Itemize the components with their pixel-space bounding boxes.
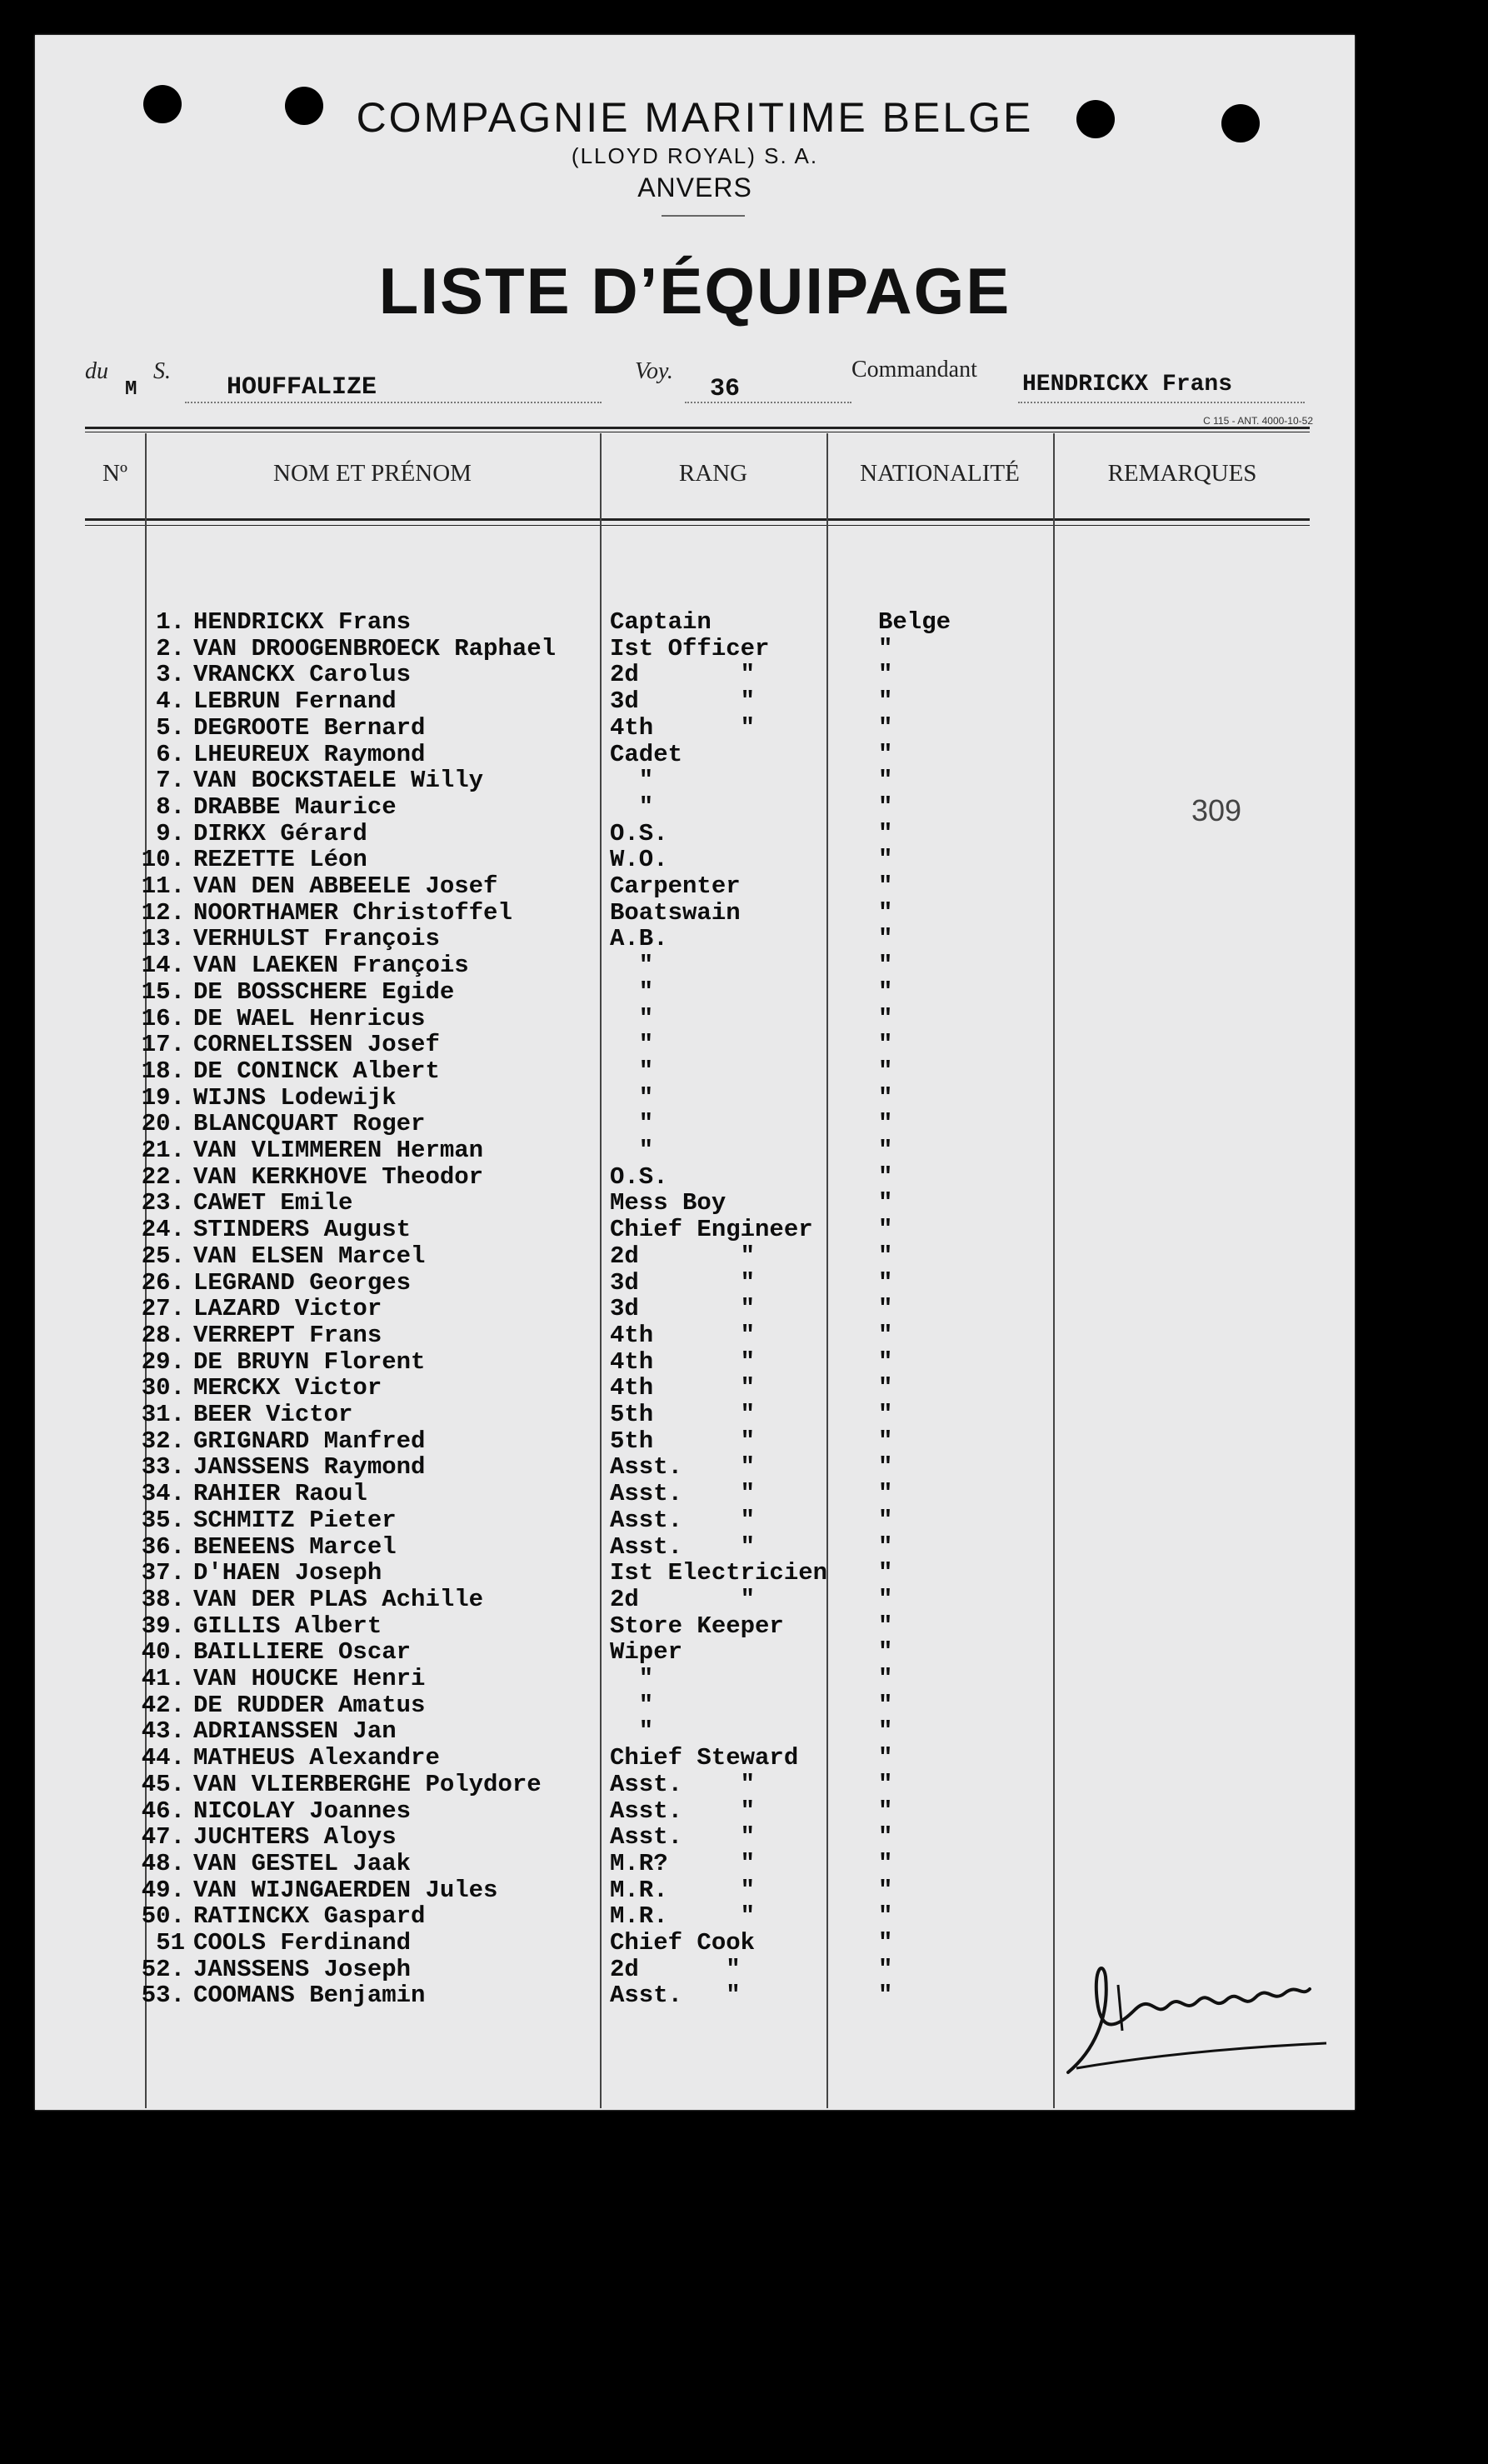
crew-nationality: " <box>878 1004 893 1032</box>
table-row <box>35 1850 1355 1877</box>
table-row <box>35 1902 1355 1929</box>
crew-no: 43. <box>141 1717 185 1746</box>
crew-rank: Chief Engineer <box>610 1216 813 1244</box>
form-code: C 115 - ANT. 4000-10-52 <box>1203 415 1313 427</box>
crew-nationality: " <box>878 1770 893 1798</box>
col-header-rank: RANG <box>678 460 748 487</box>
crew-rank: Chief Steward <box>610 1744 799 1772</box>
crew-nationality: " <box>878 952 893 980</box>
crew-no: 49. <box>141 1876 185 1904</box>
crew-rank: Carpenter <box>610 872 741 900</box>
header-bottom-rule <box>85 518 1310 521</box>
crew-nationality: " <box>878 1480 893 1508</box>
remark-number: 309 <box>1191 793 1242 827</box>
crew-name: GILLIS Albert <box>193 1612 382 1640</box>
du-label: du <box>85 358 108 384</box>
table-row <box>35 1823 1355 1850</box>
table-row <box>35 978 1355 1005</box>
crew-no: 38. <box>141 1585 185 1613</box>
crew-rank: 2d " <box>610 1585 756 1613</box>
table-row <box>35 1771 1355 1797</box>
crew-no: 41. <box>141 1665 185 1692</box>
crew-name: DRABBE Maurice <box>193 792 397 821</box>
crew-no: 47. <box>141 1823 185 1852</box>
col-header-remarks: REMARQUES <box>1107 460 1257 487</box>
crew-name: LEBRUN Fernand <box>193 687 397 716</box>
crew-rank: Wiper <box>610 1638 683 1667</box>
crew-no: 16. <box>141 1004 185 1032</box>
crew-nationality: " <box>878 1585 893 1613</box>
crew-rank: Asst. " <box>610 1453 756 1482</box>
crew-rank: 3d " <box>610 1295 756 1323</box>
crew-no: 3. <box>156 661 185 689</box>
crew-no: 53. <box>141 1982 185 2010</box>
crew-name: ADRIANSSEN Jan <box>193 1717 397 1746</box>
crew-nationality: " <box>878 1797 893 1825</box>
crew-name: DIRKX Gérard <box>193 819 367 847</box>
ship-prefix-label: S. <box>153 358 171 384</box>
crew-name: VAN HOUCKE Henri <box>193 1665 426 1692</box>
crew-nationality: " <box>878 1242 893 1270</box>
crew-nationality: " <box>878 1902 893 1931</box>
table-row <box>35 872 1355 899</box>
ship-name: HOUFFALIZE <box>227 373 377 402</box>
crew-name: DE BOSSCHERE Egide <box>193 977 455 1006</box>
crew-rank: " <box>610 1137 654 1164</box>
crew-no: 30. <box>141 1374 185 1402</box>
captain-signature <box>1060 1952 1343 2085</box>
table-row <box>35 714 1355 741</box>
crew-nationality: " <box>878 1717 893 1746</box>
crew-no: 2. <box>156 634 185 662</box>
table-row <box>35 952 1355 978</box>
crew-no: 18. <box>141 1057 185 1085</box>
crew-nationality: " <box>878 1665 893 1692</box>
crew-nationality: " <box>878 1691 893 1719</box>
col-header-nationality: NATIONALITÉ <box>860 460 1020 487</box>
crew-no: 24. <box>141 1216 185 1244</box>
table-row <box>35 1638 1355 1665</box>
table-row <box>35 1322 1355 1348</box>
crew-rank: 4th " <box>610 1374 756 1402</box>
crew-name: VAN ELSEN Marcel <box>193 1242 426 1270</box>
crew-rank: " <box>610 792 654 821</box>
crew-rank: Asst. " <box>610 1506 756 1534</box>
crew-rank: Cadet <box>610 740 683 768</box>
table-row <box>35 820 1355 847</box>
crew-name: RAHIER Raoul <box>193 1480 367 1508</box>
crew-rank: " <box>610 767 654 795</box>
crew-name: VAN WIJNGAERDEN Jules <box>193 1876 498 1904</box>
crew-nationality: " <box>878 1849 893 1877</box>
crew-name: WIJNS Lodewijk <box>193 1083 397 1112</box>
crew-list-sheet <box>35 35 1355 2110</box>
crew-name: DE CONINCK Albert <box>193 1057 440 1085</box>
crew-rank: " <box>610 977 654 1006</box>
crew-no: 32. <box>141 1427 185 1455</box>
crew-name: CORNELISSEN Josef <box>193 1031 440 1059</box>
company-city: ANVERS <box>637 172 752 202</box>
crew-name: VAN DEN ABBEELE Josef <box>193 872 498 900</box>
crew-name: MERCKX Victor <box>193 1374 382 1402</box>
crew-rank: 2d " <box>610 1955 741 1983</box>
crew-name: VAN VLIMMEREN Herman <box>193 1137 484 1164</box>
crew-name: VERREPT Frans <box>193 1321 382 1349</box>
table-row <box>35 1877 1355 1903</box>
table-row <box>35 1453 1355 1480</box>
crew-nationality: " <box>878 846 893 874</box>
crew-name: JANSSENS Raymond <box>193 1453 426 1482</box>
table-row <box>35 1110 1355 1137</box>
crew-name: REZETTE Léon <box>193 846 367 874</box>
crew-rank: M.R. " <box>610 1902 756 1931</box>
table-row <box>35 1797 1355 1824</box>
crew-name: DE BRUYN Florent <box>193 1347 426 1376</box>
crew-rank: Ist Electricien <box>610 1559 828 1587</box>
crew-rank: " <box>610 1110 654 1138</box>
crew-no: 22. <box>141 1162 185 1191</box>
crew-rank: Asst. " <box>610 1982 741 2010</box>
crew-nationality: " <box>878 1137 893 1164</box>
crew-nationality: " <box>878 1532 893 1561</box>
crew-no: 17. <box>141 1031 185 1059</box>
crew-rank: " <box>610 1083 654 1112</box>
table-row <box>35 899 1355 926</box>
crew-nationality: " <box>878 1083 893 1112</box>
crew-nationality: " <box>878 634 893 662</box>
crew-nationality: " <box>878 1374 893 1402</box>
crew-rank: 5th " <box>610 1401 756 1428</box>
crew-rank: M.R. " <box>610 1876 756 1904</box>
crew-nationality: " <box>878 1031 893 1059</box>
crew-nationality: " <box>878 1321 893 1349</box>
crew-nationality: " <box>878 1559 893 1587</box>
crew-rank: Asst. " <box>610 1770 756 1798</box>
crew-nationality: " <box>878 872 893 900</box>
crew-name: VAN DER PLAS Achille <box>193 1585 484 1613</box>
col-header-name: NOM ET PRÉNOM <box>273 460 472 487</box>
crew-nationality: " <box>878 1876 893 1904</box>
crew-name: COOLS Ferdinand <box>193 1929 412 1957</box>
table-row <box>35 793 1355 820</box>
crew-no: 51 <box>156 1929 185 1957</box>
page-title: LISTE D’ÉQUIPAGE <box>378 254 1011 327</box>
crew-rank: 4th " <box>610 1321 756 1349</box>
table-row <box>35 1057 1355 1084</box>
crew-nationality: " <box>878 1955 893 1983</box>
crew-no: 26. <box>141 1268 185 1297</box>
crew-no: 8. <box>156 792 185 821</box>
crew-name: STINDERS August <box>193 1216 412 1244</box>
crew-name: LHEUREUX Raymond <box>193 740 426 768</box>
table-top-rule <box>85 427 1310 429</box>
crew-rank: Chief Cook <box>610 1929 756 1957</box>
crew-no: 9. <box>156 819 185 847</box>
crew-name: DEGROOTE Bernard <box>193 713 426 742</box>
crew-name: JANSSENS Joseph <box>193 1955 412 1983</box>
crew-nationality: " <box>878 898 893 927</box>
table-row <box>35 1374 1355 1401</box>
table-row <box>35 1242 1355 1269</box>
crew-no: 33. <box>141 1453 185 1482</box>
crew-rank: Ist Officer <box>610 634 770 662</box>
crew-no: 31. <box>141 1401 185 1428</box>
crew-no: 39. <box>141 1612 185 1640</box>
crew-nationality: " <box>878 925 893 953</box>
crew-nationality: " <box>878 1929 893 1957</box>
table-row <box>35 661 1355 687</box>
crew-rank: Store Keeper <box>610 1612 784 1640</box>
crew-nationality: " <box>878 767 893 795</box>
table-row <box>35 635 1355 662</box>
table-row <box>35 1163 1355 1190</box>
crew-nationality: " <box>878 713 893 742</box>
crew-rank: " <box>610 1057 654 1085</box>
table-row <box>35 846 1355 872</box>
crew-no: 28. <box>141 1321 185 1349</box>
crew-no: 21. <box>141 1137 185 1164</box>
table-row <box>35 1401 1355 1427</box>
ship-prefix-value: M <box>125 378 137 401</box>
crew-name: VAN BOCKSTAELE Willy <box>193 767 484 795</box>
table-row <box>35 608 1355 635</box>
crew-no: 37. <box>141 1559 185 1587</box>
crew-nationality: " <box>878 1982 893 2010</box>
table-row <box>35 1559 1355 1586</box>
company-subtitle: (LLOYD ROYAL) S. A. <box>571 143 819 168</box>
crew-no: 36. <box>141 1532 185 1561</box>
crew-rank: 2d " <box>610 661 756 689</box>
crew-no: 23. <box>141 1189 185 1217</box>
crew-name: GRIGNARD Manfred <box>193 1427 426 1455</box>
crew-nationality: " <box>878 1162 893 1191</box>
crew-name: VERHULST François <box>193 925 440 953</box>
table-row <box>35 925 1355 952</box>
table-row <box>35 1507 1355 1533</box>
crew-no: 46. <box>141 1797 185 1825</box>
crew-name: DE RUDDER Amatus <box>193 1691 426 1719</box>
crew-no: 29. <box>141 1347 185 1376</box>
crew-nationality: " <box>878 1189 893 1217</box>
crew-nationality: " <box>878 687 893 716</box>
crew-no: 50. <box>141 1902 185 1931</box>
crew-rank: 4th " <box>610 713 756 742</box>
table-row <box>35 1269 1355 1296</box>
crew-nationality: " <box>878 1823 893 1852</box>
crew-no: 20. <box>141 1110 185 1138</box>
voy-value: 36 <box>710 375 741 403</box>
crew-no: 42. <box>141 1691 185 1719</box>
crew-name: DE WAEL Henricus <box>193 1004 426 1032</box>
table-row <box>35 1189 1355 1216</box>
crew-rank: Asst. " <box>610 1480 756 1508</box>
table-row <box>35 1480 1355 1507</box>
crew-rank: Boatswain <box>610 898 741 927</box>
crew-name: HENDRICKX Frans <box>193 608 412 636</box>
table-row <box>35 1031 1355 1057</box>
crew-name: VAN DROOGENBROECK Raphael <box>193 634 557 662</box>
ship-name-line <box>185 402 602 403</box>
crew-rank: Asst. " <box>610 1823 756 1852</box>
crew-name: D'HAEN Joseph <box>193 1559 382 1587</box>
crew-no: 5. <box>156 713 185 742</box>
crew-name: SCHMITZ Pieter <box>193 1506 397 1534</box>
crew-rank: 5th " <box>610 1427 756 1455</box>
crew-no: 40. <box>141 1638 185 1667</box>
crew-nationality: " <box>878 1744 893 1772</box>
crew-no: 15. <box>141 977 185 1006</box>
crew-nationality: " <box>878 1110 893 1138</box>
crew-name: BLANCQUART Roger <box>193 1110 426 1138</box>
crew-nationality: " <box>878 1612 893 1640</box>
table-row <box>35 1005 1355 1032</box>
crew-nationality: " <box>878 1427 893 1455</box>
table-row <box>35 1744 1355 1771</box>
voy-label: Voy. <box>635 358 673 384</box>
crew-nationality: " <box>878 1401 893 1428</box>
crew-name: VAN KERKHOVE Theodor <box>193 1162 484 1191</box>
crew-rank: O.S. <box>610 1162 668 1191</box>
table-row <box>35 1295 1355 1322</box>
crew-nationality: " <box>878 792 893 821</box>
table-row <box>35 741 1355 767</box>
crew-no: 6. <box>156 740 185 768</box>
crew-rank: 4th " <box>610 1347 756 1376</box>
crew-no: 27. <box>141 1295 185 1323</box>
crew-no: 11. <box>141 872 185 900</box>
crew-name: RATINCKX Gaspard <box>193 1902 426 1931</box>
table-row <box>35 1612 1355 1639</box>
crew-rank: " <box>610 1665 654 1692</box>
commandant-line <box>1018 402 1305 403</box>
crew-name: NOORTHAMER Christoffel <box>193 898 512 927</box>
crew-rank: " <box>610 1717 654 1746</box>
crew-rank: 3d " <box>610 687 756 716</box>
col-header-no: Nº <box>102 460 127 487</box>
crew-rank: Asst. " <box>610 1532 756 1561</box>
crew-name: JUCHTERS Aloys <box>193 1823 397 1852</box>
crew-nationality: " <box>878 1295 893 1323</box>
crew-name: VAN VLIERBERGHE Polydore <box>193 1770 542 1798</box>
crew-name: VRANCKX Carolus <box>193 661 412 689</box>
table-row <box>35 767 1355 793</box>
crew-rank: " <box>610 952 654 980</box>
crew-no: 52. <box>141 1955 185 1983</box>
crew-rank: Asst. " <box>610 1797 756 1825</box>
crew-name: NICOLAY Joannes <box>193 1797 412 1825</box>
crew-name: BAILLIERE Oscar <box>193 1638 412 1667</box>
crew-rank: A.B. <box>610 925 668 953</box>
crew-no: 1. <box>156 608 185 636</box>
crew-name: BENEENS Marcel <box>193 1532 397 1561</box>
crew-name: LEGRAND Georges <box>193 1268 412 1297</box>
table-row <box>35 1084 1355 1111</box>
crew-name: CAWET Emile <box>193 1189 353 1217</box>
crew-rank: W.O. <box>610 846 668 874</box>
crew-name: BEER Victor <box>193 1401 353 1428</box>
crew-rank: 2d " <box>610 1242 756 1270</box>
table-row <box>35 1137 1355 1163</box>
header-bottom-rule-thin <box>85 525 1310 526</box>
table-row <box>35 1586 1355 1612</box>
commandant-label: Commandant <box>851 357 977 382</box>
header-separator <box>662 215 745 217</box>
crew-nationality: " <box>878 819 893 847</box>
crew-nationality: Belge <box>878 608 951 636</box>
crew-no: 19. <box>141 1083 185 1112</box>
table-row <box>35 1348 1355 1375</box>
crew-rank: " <box>610 1031 654 1059</box>
company-name: COMPAGNIE MARITIME BELGE <box>356 94 1034 141</box>
crew-no: 13. <box>141 925 185 953</box>
table-row <box>35 1717 1355 1744</box>
crew-rank: " <box>610 1004 654 1032</box>
crew-no: 25. <box>141 1242 185 1270</box>
crew-nationality: " <box>878 661 893 689</box>
crew-no: 4. <box>156 687 185 716</box>
crew-rank: O.S. <box>610 819 668 847</box>
crew-no: 45. <box>141 1770 185 1798</box>
crew-no: 44. <box>141 1744 185 1772</box>
crew-no: 48. <box>141 1849 185 1877</box>
crew-name: VAN LAEKEN François <box>193 952 469 980</box>
crew-name: COOMANS Benjamin <box>193 1982 426 2010</box>
crew-name: MATHEUS Alexandre <box>193 1744 440 1772</box>
commandant-value: HENDRICKX Frans <box>1022 372 1233 397</box>
crew-rank: 3d " <box>610 1268 756 1297</box>
table-row <box>35 1665 1355 1692</box>
table-row <box>35 1427 1355 1454</box>
crew-rank: Captain <box>610 608 712 636</box>
crew-nationality: " <box>878 977 893 1006</box>
crew-name: LAZARD Victor <box>193 1295 382 1323</box>
crew-no: 14. <box>141 952 185 980</box>
table-row <box>35 1533 1355 1560</box>
crew-no: 35. <box>141 1506 185 1534</box>
crew-no: 10. <box>141 846 185 874</box>
crew-name: VAN GESTEL Jaak <box>193 1849 412 1877</box>
crew-rank: Mess Boy <box>610 1189 727 1217</box>
crew-nationality: " <box>878 1057 893 1085</box>
crew-rank: M.R? " <box>610 1849 756 1877</box>
crew-nationality: " <box>878 1506 893 1534</box>
crew-rank: " <box>610 1691 654 1719</box>
crew-no: 12. <box>141 898 185 927</box>
table-row <box>35 1692 1355 1718</box>
crew-nationality: " <box>878 1347 893 1376</box>
crew-nationality: " <box>878 1453 893 1482</box>
crew-nationality: " <box>878 1268 893 1297</box>
crew-nationality: " <box>878 1216 893 1244</box>
crew-no: 7. <box>156 767 185 795</box>
crew-no: 34. <box>141 1480 185 1508</box>
table-row <box>35 687 1355 714</box>
table-row <box>35 1216 1355 1242</box>
crew-nationality: " <box>878 1638 893 1667</box>
crew-nationality: " <box>878 740 893 768</box>
